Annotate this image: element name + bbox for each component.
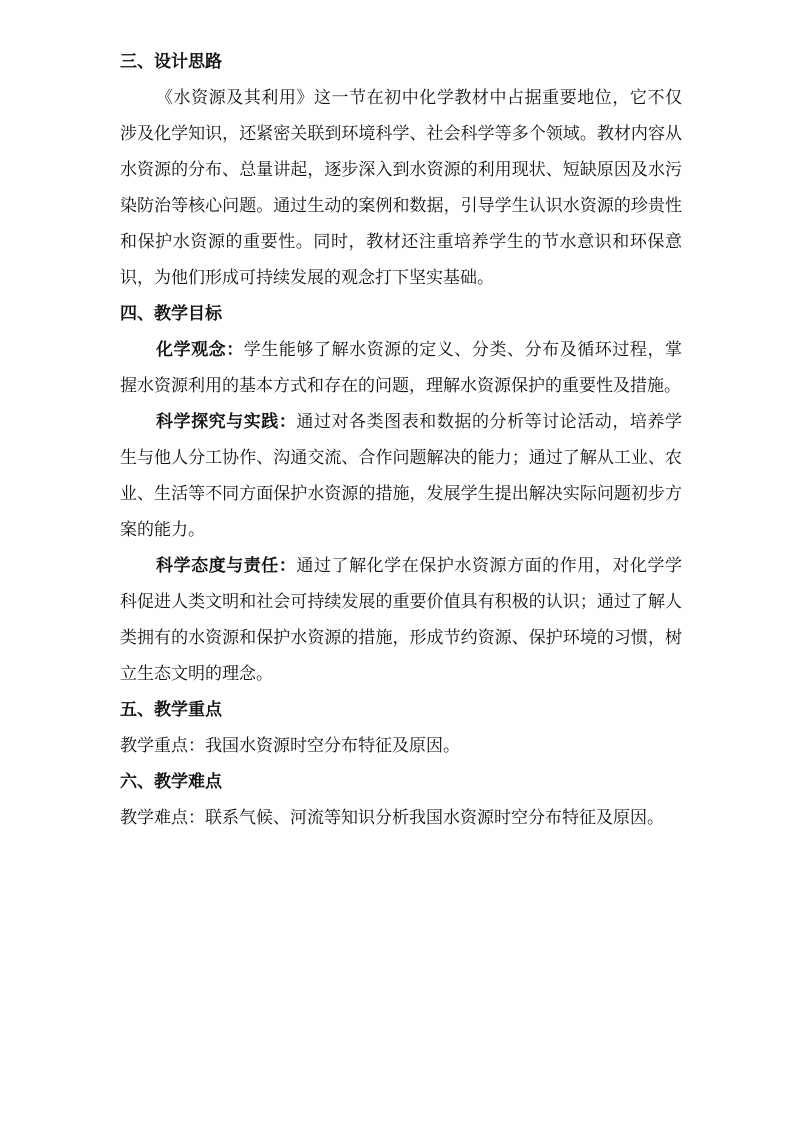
document-page xyxy=(120,44,682,836)
goal-paragraph-inquiry-practice xyxy=(120,404,682,548)
goal-text-attitude-responsibility: 通过了解化学在保护水资源方面的作用，对化学学科促进人类文明和社会可持续发展的重要价值具有积极的认识；通过了解人类拥有的水资源和保护水资源的措施，形成节约资源、保护环境的习惯，树立生态文明的理念。 xyxy=(120,556,683,684)
section-heading-key-points: 五、教学重点 xyxy=(120,700,222,720)
section-heading-design: 三、设计思路 xyxy=(120,52,222,72)
goal-lead-attitude-responsibility: 科学态度与责任： xyxy=(156,556,297,576)
goal-paragraph-attitude-responsibility xyxy=(120,548,682,692)
design-paragraph: 《水资源及其利用》这一节在初中化学教材中占据重要地位，它不仅涉及化学知识，还紧密关联到环境科学、社会科学等多个领域。教材内容从水资源的分布、总量讲起，逐步深入到水资源的利用现状、短缺原因及水污染防治等核心问题。通过生动的案例和数据，引导学生认识水资源的珍贵性和保护水资源的重要性。同时，教材还注重培养学生的节水意识和环保意识，为他们形成可持续发展的观念打下坚实基础。 xyxy=(120,88,682,288)
goal-paragraph-chemistry-concept xyxy=(120,332,682,404)
goal-lead-chemistry-concept: 化学观念： xyxy=(156,340,244,360)
section-heading-difficulties: 六、教学难点 xyxy=(120,772,222,792)
key-points-paragraph: 教学重点：我国水资源时空分布特征及原因。 xyxy=(120,736,460,756)
section-heading-goals: 四、教学目标 xyxy=(120,304,222,324)
difficulties-paragraph: 教学难点：联系气候、河流等知识分析我国水资源时空分布特征及原因。 xyxy=(120,808,664,828)
goal-lead-inquiry-practice: 科学探究与实践： xyxy=(156,412,297,432)
goal-text-inquiry-practice: 通过对各类图表和数据的分析等讨论活动，培养学生与他人分工协作、沟通交流、合作问题解决的能力；通过了解从工业、农业、生活等不同方面保护水资源的措施，发展学生提出解决实际问题初步方案的能力。 xyxy=(120,412,683,540)
goal-text-chemistry-concept: 学生能够了解水资源的定义、分类、分布及循环过程，掌握水资源利用的基本方式和存在的问题，理解水资源保护的重要性及措施。 xyxy=(120,340,683,396)
